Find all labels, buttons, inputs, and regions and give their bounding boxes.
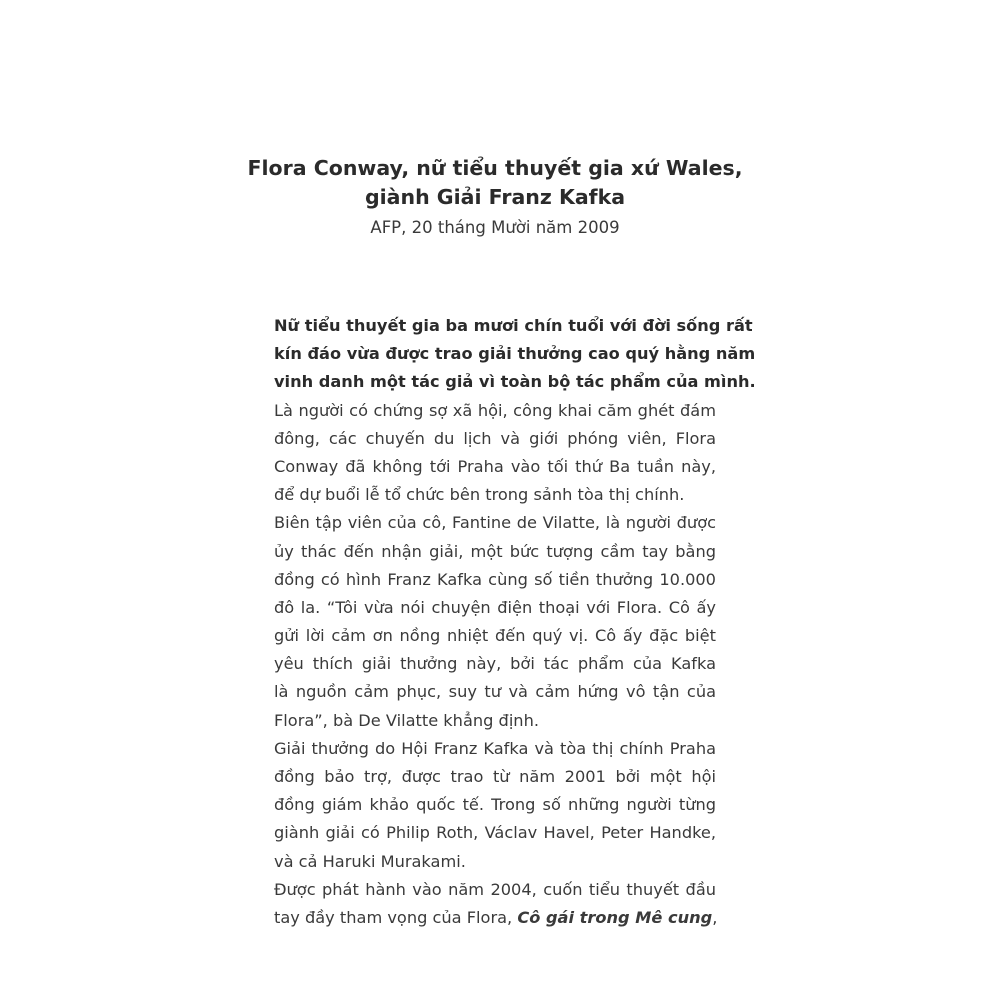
paragraph-line: yêu thích giải thưởng này, bởi tác phẩm của Kafka bbox=[274, 654, 716, 674]
paragraph-line: Biên tập viên của cô, Fantine de Vilatte, là người được bbox=[274, 513, 716, 533]
paragraph-line-with-book-title bbox=[274, 904, 716, 932]
paragraph-line: và cả Haruki Murakami. bbox=[274, 851, 466, 871]
article-source: AFP, 20 tháng Mười năm 2009 bbox=[370, 218, 620, 237]
paragraph-line: để dự buổi lễ tổ chức bên trong sảnh tòa thị chính. bbox=[274, 485, 685, 505]
lead-line: kín đáo vừa được trao giải thưởng cao quý hằng năm bbox=[274, 344, 756, 364]
lead-line: Nữ tiểu thuyết gia ba mươi chín tuổi với đời sống rất bbox=[274, 316, 753, 335]
paragraph-line: đông, các chuyến du lịch và giới phóng viên, Flora bbox=[274, 428, 716, 448]
article-title-line-2: giành Giải Franz Kafka bbox=[364, 185, 626, 209]
paragraph-line: Được phát hành vào năm 2004, cuốn tiểu thuyết đầu bbox=[274, 879, 716, 899]
paragraph-line: Giải thưởng do Hội Franz Kafka và tòa thị chính Praha bbox=[274, 738, 716, 758]
paragraph-text: , bbox=[712, 907, 718, 927]
book-title: Cô gái trong Mê cung bbox=[517, 907, 713, 927]
paragraph-line: Conway đã không tới Praha vào tối thứ Ba tuần này, bbox=[274, 456, 716, 476]
paragraph-line: Là người có chứng sợ xã hội, công khai căm ghét đám bbox=[274, 400, 716, 420]
paragraph-line: đồng giám khảo quốc tế. Trong số những người từng bbox=[274, 795, 716, 815]
paragraph-line: Flora”, bà De Vilatte khẳng định. bbox=[274, 710, 539, 730]
article-title-line-1: Flora Conway, nữ tiểu thuyết gia xứ Wales, bbox=[247, 156, 743, 180]
paragraph-line: ủy thác đến nhận giải, một bức tượng cầm tay bằng bbox=[274, 541, 716, 561]
article-body bbox=[274, 312, 756, 932]
paragraph-line: đồng bảo trợ, được trao từ năm 2001 bởi một hội bbox=[274, 767, 716, 786]
paragraph-line: là nguồn cảm phục, suy tư và cảm hứng vô tận của bbox=[274, 682, 716, 702]
paragraph-line: đô la. “Tôi vừa nói chuyện điện thoại với Flora. Cô ấy bbox=[274, 597, 716, 617]
paragraph-text: tay đầy tham vọng của Flora, bbox=[274, 907, 518, 927]
paragraph-line: gửi lời cảm ơn nồng nhiệt đến quý vị. Cô ấy đặc biệt bbox=[274, 626, 716, 646]
paragraph-line: đồng có hình Franz Kafka cùng số tiền thưởng 10.000 bbox=[274, 569, 716, 589]
lead-line: vinh danh một tác giả vì toàn bộ tác phẩm của mình. bbox=[274, 372, 756, 392]
paragraph-line: giành giải có Philip Roth, Václav Havel, Peter Handke, bbox=[274, 823, 716, 843]
article-heading bbox=[0, 154, 990, 241]
